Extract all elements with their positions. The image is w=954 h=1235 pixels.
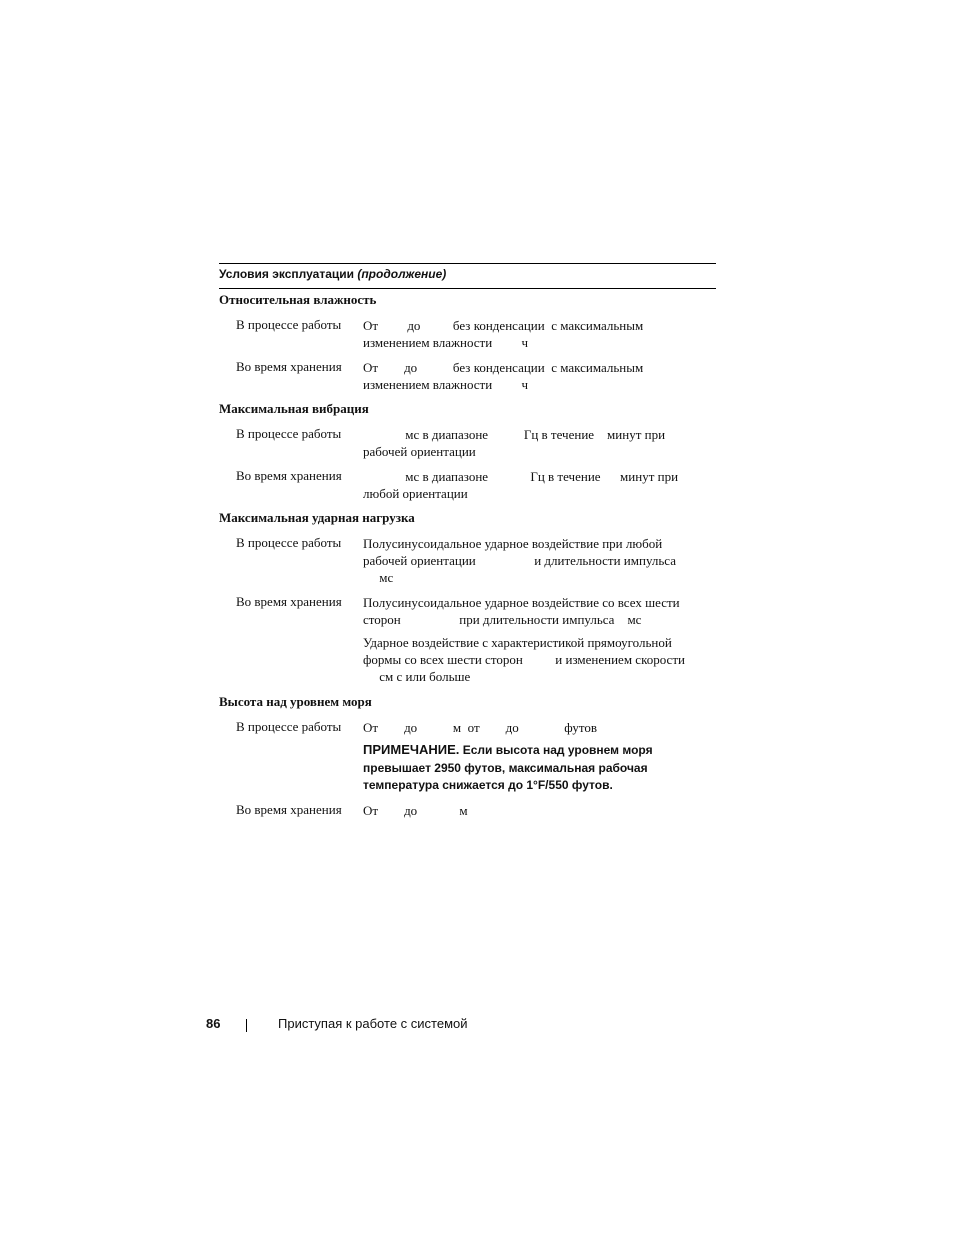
row-value: Полусинусоидальное ударное воздействие при любой рабочей ориентации и длительности импульса мс bbox=[363, 536, 676, 585]
section-heading: Относительная влажность bbox=[219, 292, 377, 307]
row-value: От до м bbox=[363, 803, 468, 818]
row-value: От до без конденсации с максимальным изменением влажности ч bbox=[363, 360, 644, 392]
footer-title: Приступая к работе с системой bbox=[278, 1016, 468, 1031]
row-value: От до м от до футов bbox=[363, 720, 598, 735]
table-title: Условия эксплуатации (продолжение) bbox=[219, 267, 447, 281]
note-text: Если высота над уровнем моря превышает 2950 футов, максимальная рабочая температура снижается до 1°F/550 футов. bbox=[363, 743, 653, 792]
section-heading: Высота над уровнем моря bbox=[219, 694, 372, 709]
note-block bbox=[363, 741, 663, 795]
row-value: От до без конденсации с максимальным изменением влажности ч bbox=[363, 318, 644, 350]
row-value: мс в диапазоне Гц в течение минут при рабочей ориентации bbox=[363, 427, 666, 459]
row-label: Во время хранения bbox=[236, 359, 342, 374]
row-value: мс в диапазоне Гц в течение минут при любой ориентации bbox=[363, 469, 679, 501]
footer-divider bbox=[246, 1019, 247, 1032]
section-heading: Максимальная вибрация bbox=[219, 401, 369, 416]
row-value: Ударное воздействие с характеристикой прямоугольной формы со всех шести сторон и изменением скорости см с или больше bbox=[363, 635, 685, 684]
row-label: В процессе работы bbox=[236, 317, 342, 332]
row-label: Во время хранения bbox=[236, 468, 342, 483]
row-value: Полусинусоидальное ударное воздействие со всех шести сторон при длительности импульса мс bbox=[363, 595, 680, 627]
specs-table bbox=[219, 263, 716, 818]
section-heading: Максимальная ударная нагрузка bbox=[219, 510, 415, 525]
row-label: В процессе работы bbox=[236, 719, 342, 734]
table-header bbox=[219, 263, 716, 289]
row-label: В процессе работы bbox=[236, 426, 342, 441]
row-label: Во время хранения bbox=[236, 802, 342, 817]
note-title: ПРИМЕЧАНИЕ. bbox=[363, 742, 460, 757]
row-label: В процессе работы bbox=[236, 535, 342, 550]
row-label: Во время хранения bbox=[236, 594, 342, 609]
page-number: 86 bbox=[206, 1016, 221, 1031]
